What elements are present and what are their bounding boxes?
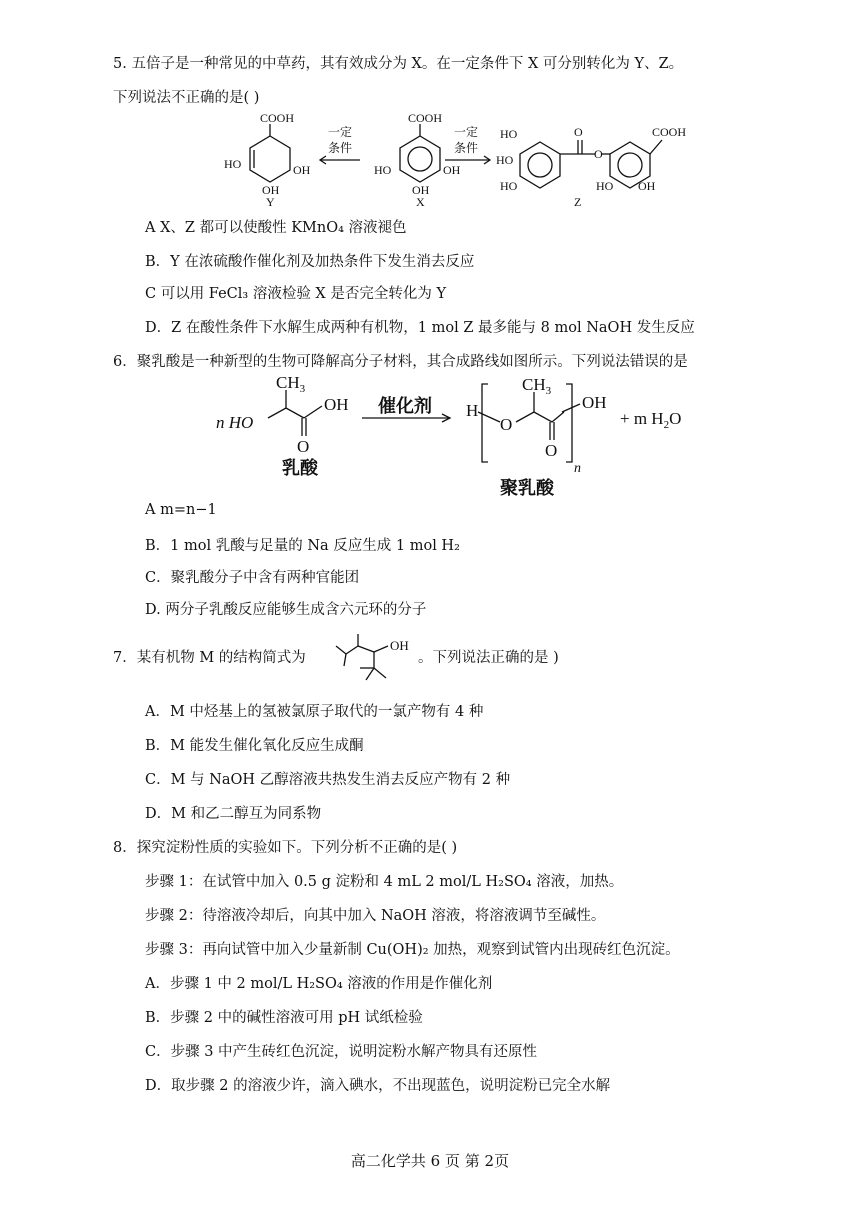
arrow-right-bottom: 条件 xyxy=(454,141,479,155)
q5-option-a: A X、Z 都可以使酸性 KMnO₄ 溶液褪色 xyxy=(145,220,407,236)
z-oh-bottom-right: OH xyxy=(638,179,656,193)
page-footer: 高二化学共 6 页 第 2页 xyxy=(350,1152,510,1170)
q7-option-b: B．M 能发生催化氧化反应生成酮 xyxy=(145,738,364,754)
z-cooh: COOH xyxy=(652,125,687,139)
y-oh-right: OH xyxy=(293,163,311,177)
y-cooh: COOH xyxy=(260,111,295,125)
q5-structure-figure xyxy=(200,108,720,208)
q6-ch3-left: $CH_3$ xyxy=(276,373,306,395)
q7-option-d: D．M 和乙二醇互为同系物 xyxy=(145,806,322,822)
q6-catalyst-label: 催化剂 xyxy=(378,396,432,416)
q7-option-c: C．M 与 NaOH 乙醇溶液共热发生消去反应产物有 2 种 xyxy=(145,772,511,788)
q7-stem-post: 。下列说法正确的是 ) xyxy=(418,650,559,666)
x-ho: HO xyxy=(374,163,392,177)
q8-option-c: C．步骤 3 中产生砖红色沉淀，说明淀粉水解产物具有还原性 xyxy=(145,1044,538,1060)
q6-ether-o: O xyxy=(500,415,513,434)
q6-o-left: O xyxy=(297,437,310,456)
arrow-left-bottom: 条件 xyxy=(328,141,353,155)
q8-option-b: B．步骤 2 中的碱性溶液可用 pH 试纸检验 xyxy=(145,1010,423,1026)
q5-stem-line2: 下列说法不正确的是( ) xyxy=(113,90,260,106)
z-carbonyl-o: O xyxy=(574,125,583,139)
q6-option-c: C．聚乳酸分子中含有两种官能团 xyxy=(145,570,360,586)
q8-step-1: 步骤 1：在试管中加入 0.5 g 淀粉和 4 mL 2 mol/L H₂SO₄ 溶液，加热。 xyxy=(145,874,624,890)
bracket-left xyxy=(482,384,488,462)
q8-stem: 8．探究淀粉性质的实验如下。下列分析不正确的是( ) xyxy=(113,840,458,856)
y-oh-bottom: OH xyxy=(262,183,280,197)
q5-stem-line1: 5. 五倍子是一种常见的中草药，其有效成分为 X。在一定条件下 X 可分别转化为 Y、Z。 xyxy=(113,56,684,72)
x-oh-right: OH xyxy=(443,163,461,177)
q6-n-subscript: n xyxy=(574,461,581,476)
q6-pla-label: 聚乳酸 xyxy=(500,478,554,498)
q7-option-a: A．M 中烃基上的氢被氯原子取代的一氯产物有 4 种 xyxy=(145,704,484,720)
q5-option-d: D．Z 在酸性条件下水解生成两种有机物，1 mol Z 最多能与 8 mol NaOH 发生反应 xyxy=(145,320,695,336)
x-cooh: COOH xyxy=(408,111,443,125)
q6-h: H xyxy=(466,401,479,420)
q7-oh: OH xyxy=(390,638,409,653)
q8-option-d: D．取步骤 2 的溶液少许，滴入碘水，不出现蓝色，说明淀粉已完全水解 xyxy=(145,1078,611,1094)
q6-option-a: A m=n−1 xyxy=(145,502,217,518)
q6-stem: 6．聚乳酸是一种新型的生物可降解高分子材料，其合成路线如图所示。下列说法错误的是 xyxy=(113,354,688,370)
q6-o-right: O xyxy=(545,441,558,460)
x-ring xyxy=(400,136,440,182)
q7-structure-m xyxy=(330,630,430,686)
bracket-right xyxy=(566,384,572,462)
arrow-right-top: 一定 xyxy=(454,125,479,139)
q6-lactic-acid-label: 乳酸 xyxy=(282,458,318,478)
x-oh-bottom: OH xyxy=(412,183,430,197)
q8-step-3: 步骤 3：再向试管中加入少量新制 Cu(OH)₂ 加热，观察到试管内出现砖红色沉淀。 xyxy=(145,942,680,958)
q6-oh-left: OH xyxy=(324,395,349,414)
z-ho-bottom: HO xyxy=(500,179,518,193)
z-ring-left xyxy=(520,142,560,188)
q8-option-a: A．步骤 1 中 2 mol/L H₂SO₄ 溶液的作用是作催化剂 xyxy=(145,976,493,992)
q6-option-d: D. 两分子乳酸反应能够生成含六元环的分子 xyxy=(145,602,427,618)
q6-option-b: B．1 mol 乳酸与足量的 Na 反应生成 1 mol H₂ xyxy=(145,538,460,554)
q6-reaction-figure xyxy=(210,372,700,502)
z-ho-top: HO xyxy=(500,127,518,141)
y-ring xyxy=(250,136,290,182)
label-y: Y xyxy=(266,195,275,208)
q5-option-c: C 可以用 FeCl₃ 溶液检验 X 是否完全转化为 Y xyxy=(145,286,447,302)
z-ho-bottom-right: HO xyxy=(596,179,614,193)
q6-oh-right: OH xyxy=(582,393,607,412)
q6-plus-water: + m $H_2O$ xyxy=(620,409,682,431)
q6-ch3-right: $CH_3$ xyxy=(522,375,552,397)
z-ho-mid: HO xyxy=(496,153,514,167)
q8-step-2: 步骤 2：待溶液冷却后，向其中加入 NaOH 溶液，将溶液调节至碱性。 xyxy=(145,908,606,924)
arrow-left-top: 一定 xyxy=(328,125,353,139)
q7-stem-pre: 7．某有机物 M 的结构简式为 xyxy=(113,650,306,666)
label-z: Z xyxy=(574,195,582,208)
q5-option-b: B．Y 在浓硫酸作催化剂及加热条件下发生消去反应 xyxy=(145,254,475,270)
z-ester-o: O xyxy=(594,147,603,161)
q6-n-ho: n HO xyxy=(216,413,254,432)
label-x: X xyxy=(416,195,425,208)
y-ho: HO xyxy=(224,157,242,171)
